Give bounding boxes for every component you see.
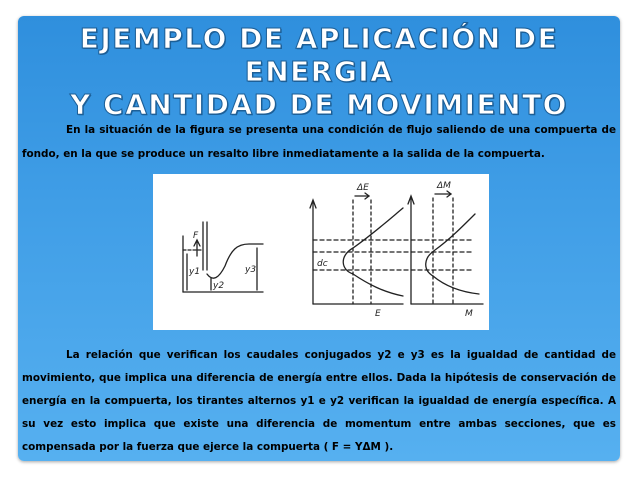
main-paragraph xyxy=(22,344,616,459)
label-m-axis: M xyxy=(465,309,473,319)
specific-energy-plot xyxy=(310,193,473,304)
slide-title xyxy=(18,22,620,121)
label-f: F xyxy=(193,231,199,241)
flow-diagram xyxy=(153,174,489,330)
momentum-plot xyxy=(408,191,483,304)
title-line-1: EJEMPLO DE APLICACIÓN DE ENERGIA xyxy=(79,22,559,88)
label-e-axis: E xyxy=(375,309,381,319)
label-yc: dc xyxy=(317,259,328,269)
slide xyxy=(18,16,620,461)
main-paragraph-text: La relación que verifican los caudales conjugados y2 e y3 es la igualdad de cantidad de movimiento, que implica una diferencia de energía entre ellos. Dada la hipótesis de conservación de energía en la compuerta, los tirantes alternos y1 e y2 verifican la igualdad de energía específica. A su vez esto implica que existe una diferencia de momentum entre ambas secciones, que es compensada por la fuerza que ejerce la compuerta ( F = YΔM ). xyxy=(22,349,616,453)
label-delta-e: ΔE xyxy=(357,183,369,193)
label-y1: y1 xyxy=(189,267,201,277)
diagram-drawing xyxy=(153,174,489,330)
label-y3: y3 xyxy=(245,265,257,275)
label-delta-m: ΔM xyxy=(437,181,451,191)
intro-paragraph xyxy=(22,118,616,166)
label-y2: y2 xyxy=(213,281,225,291)
title-line-2: Y CANTIDAD DE MOVIMIENTO xyxy=(70,88,568,121)
intro-paragraph-text: En la situación de la figura se presenta una condición de flujo saliendo de una compuerta de fondo, en la que se produce un resalto libre inmediatamente a la salida de la compuerta. xyxy=(22,124,616,160)
